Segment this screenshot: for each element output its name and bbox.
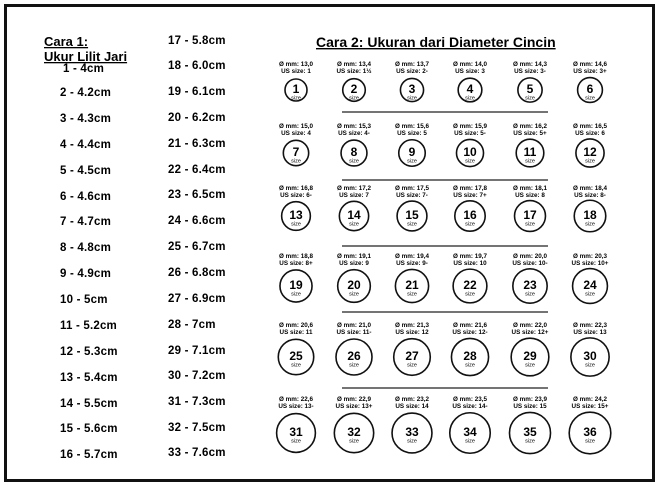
ring-size-word: size xyxy=(407,438,417,445)
circumference-item: 1 - 4cm xyxy=(63,63,105,75)
circumference-item: 32 - 7.5cm xyxy=(168,422,226,434)
ring-us-size-label: US size: 4 xyxy=(281,130,311,137)
ring-mm-label: Ø mm: 18,1 xyxy=(513,185,547,192)
ring-size-word: size xyxy=(291,438,301,445)
ring-mm-label: Ø mm: 19,1 xyxy=(337,253,371,260)
ring-us-size-label: US size: 9- xyxy=(396,260,428,267)
circumference-item: 15 - 5.6cm xyxy=(60,423,118,435)
circumference-item: 26 - 6.8cm xyxy=(168,267,226,279)
ring-mm-label: Ø mm: 20,3 xyxy=(573,253,607,260)
ring-size-word: size xyxy=(465,95,475,102)
ring-size-word: size xyxy=(525,291,535,298)
ring-size-32 xyxy=(334,396,373,453)
ring-mm-label: Ø mm: 21,6 xyxy=(453,322,487,329)
ring-mm-label: Ø mm: 23,9 xyxy=(513,396,547,403)
ring-size-word: size xyxy=(465,362,475,369)
ring-size-13 xyxy=(279,185,313,230)
ring-size-number: 12 xyxy=(583,145,597,159)
ring-mm-label: Ø mm: 20,0 xyxy=(513,253,547,260)
ring-us-size-label: US size: 5 xyxy=(397,130,427,137)
ring-us-size-label: US size: 3+ xyxy=(573,68,607,75)
ring-us-size-label: US size: 1 xyxy=(281,68,311,75)
ring-size-word: size xyxy=(291,95,301,102)
ring-size-34 xyxy=(450,396,490,453)
ring-size-number: 29 xyxy=(523,349,537,363)
ring-size-17 xyxy=(513,185,547,231)
ring-size-number: 19 xyxy=(289,278,303,292)
ring-size-word: size xyxy=(585,362,595,369)
ring-us-size-label: US size: 10+ xyxy=(571,260,609,267)
ring-us-size-label: US size: 12 xyxy=(395,329,429,336)
finger-circumference-column-2 xyxy=(168,35,226,459)
ring-size-33 xyxy=(392,396,432,453)
ring-mm-label: Ø mm: 17,2 xyxy=(337,185,371,192)
circumference-item: 17 - 5.8cm xyxy=(168,35,226,47)
ring-us-size-label: US size: 6 xyxy=(575,130,605,137)
ring-mm-label: Ø mm: 15,6 xyxy=(395,123,429,130)
circumference-item: 23 - 6.5cm xyxy=(168,189,226,201)
ring-us-size-label: US size: 13 xyxy=(573,329,607,336)
ring-size-number: 9 xyxy=(408,145,416,159)
ring-size-word: size xyxy=(465,221,475,228)
ring-size-number: 20 xyxy=(347,278,361,292)
ring-size-36 xyxy=(569,396,611,454)
ring-mm-label: Ø mm: 22,6 xyxy=(279,396,313,403)
ring-size-word: size xyxy=(585,438,595,445)
ring-mm-label: Ø mm: 21,3 xyxy=(395,322,429,329)
ring-size-word: size xyxy=(291,221,301,228)
ring-mm-label: Ø mm: 22,9 xyxy=(337,396,371,403)
circumference-item: 3 - 4.3cm xyxy=(60,113,112,125)
ring-size-number: 25 xyxy=(289,349,303,363)
circumference-item: 10 - 5cm xyxy=(60,294,108,306)
ring-us-size-label: US size: 7- xyxy=(396,192,428,199)
circumference-item: 9 - 4.9cm xyxy=(60,268,112,280)
ring-size-word: size xyxy=(525,438,535,445)
circumference-item: 7 - 4.7cm xyxy=(60,216,112,228)
ring-size-word: size xyxy=(349,438,359,445)
ring-us-size-label: US size: 12- xyxy=(452,329,488,336)
ring-size-word: size xyxy=(407,221,417,228)
ring-mm-label: Ø mm: 17,5 xyxy=(395,185,429,192)
ring-size-number: 35 xyxy=(523,425,537,439)
ring-mm-label: Ø mm: 22,0 xyxy=(513,322,547,329)
circumference-item: 8 - 4.8cm xyxy=(60,242,112,254)
ring-size-number: 26 xyxy=(347,349,361,363)
ring-mm-label: Ø mm: 16,5 xyxy=(573,123,607,130)
cara1-subtitle: Ukur Lilit Jari xyxy=(44,49,128,64)
ring-us-size-label: US size: 5- xyxy=(454,130,486,137)
ring-size-11 xyxy=(513,123,547,167)
ring-mm-label: Ø mm: 18,4 xyxy=(573,185,607,192)
ring-us-size-label: US size: 14- xyxy=(452,403,488,410)
ring-size-15 xyxy=(395,185,429,231)
ring-mm-label: Ø mm: 16,8 xyxy=(279,185,313,192)
ring-size-word: size xyxy=(465,158,475,165)
ring-size-19 xyxy=(279,253,313,302)
ring-mm-label: Ø mm: 15,0 xyxy=(279,123,313,130)
ring-size-number: 33 xyxy=(405,425,419,439)
ring-size-21 xyxy=(395,253,429,303)
circumference-item: 13 - 5.4cm xyxy=(60,372,118,384)
ring-size-number: 36 xyxy=(583,425,597,439)
ring-size-word: size xyxy=(525,362,535,369)
ring-size-10 xyxy=(453,123,487,167)
ring-size-word: size xyxy=(349,95,359,102)
ring-size-4 xyxy=(453,61,487,102)
ring-size-9 xyxy=(395,123,429,166)
circumference-item: 27 - 6.9cm xyxy=(168,293,226,305)
circumference-item: 6 - 4.6cm xyxy=(60,191,112,203)
ring-us-size-label: US size: 6- xyxy=(280,192,312,199)
circumference-item: 12 - 5.3cm xyxy=(60,346,118,358)
row-separators xyxy=(342,112,548,388)
ring-mm-label: Ø mm: 21,0 xyxy=(337,322,371,329)
ring-size-number: 7 xyxy=(292,145,300,159)
ring-size-word: size xyxy=(407,362,417,369)
ring-mm-label: Ø mm: 16,2 xyxy=(513,123,547,130)
ring-mm-label: Ø mm: 14,6 xyxy=(573,61,607,68)
ring-us-size-label: US size: 7 xyxy=(339,192,369,199)
ring-mm-label: Ø mm: 24,2 xyxy=(573,396,607,403)
ring-size-8 xyxy=(337,123,371,166)
ring-size-word: size xyxy=(465,438,475,445)
ring-size-number: 32 xyxy=(347,425,361,439)
ring-us-size-label: US size: 2- xyxy=(396,68,428,75)
ring-us-size-label: US size: 8- xyxy=(574,192,606,199)
ring-size-word: size xyxy=(525,95,535,102)
ring-us-size-label: US size: 4- xyxy=(338,130,370,137)
circumference-item: 29 - 7.1cm xyxy=(168,345,226,357)
ring-mm-label: Ø mm: 23,2 xyxy=(395,396,429,403)
ring-size-number: 15 xyxy=(405,208,419,222)
ring-us-size-label: US size: 15 xyxy=(513,403,547,410)
ring-size-6 xyxy=(573,61,607,102)
ring-us-size-label: US size: 10 xyxy=(453,260,487,267)
ring-size-number: 24 xyxy=(583,278,597,292)
ring-mm-label: Ø mm: 13,0 xyxy=(279,61,313,68)
ring-size-16 xyxy=(453,185,487,231)
ring-size-24 xyxy=(572,253,609,303)
ring-size-number: 5 xyxy=(526,82,534,96)
circumference-item: 5 - 4.5cm xyxy=(60,165,112,177)
ring-size-5 xyxy=(513,61,547,102)
circumference-item: 14 - 5.5cm xyxy=(60,398,118,410)
ring-size-word: size xyxy=(291,291,301,298)
ring-size-number: 8 xyxy=(350,145,358,159)
circumference-item: 24 - 6.6cm xyxy=(168,215,226,227)
ring-mm-label: Ø mm: 18,8 xyxy=(279,253,313,260)
ring-mm-label: Ø mm: 19,4 xyxy=(395,253,429,260)
ring-size-27 xyxy=(394,322,431,375)
ring-size-number: 11 xyxy=(523,145,537,159)
circumference-item: 33 - 7.6cm xyxy=(168,447,226,459)
ring-size-22 xyxy=(453,253,487,303)
ring-us-size-label: US size: 12+ xyxy=(511,329,549,336)
ring-size-20 xyxy=(337,253,371,302)
ring-size-number: 34 xyxy=(463,425,477,439)
circumference-item: 25 - 6.7cm xyxy=(168,241,226,253)
ring-size-number: 6 xyxy=(586,82,594,96)
ring-mm-label: Ø mm: 15,9 xyxy=(453,123,487,130)
ring-us-size-label: US size: 5+ xyxy=(513,130,547,137)
ring-size-word: size xyxy=(349,158,359,165)
ring-size-word: size xyxy=(465,291,475,298)
ring-size-number: 30 xyxy=(583,349,597,363)
ring-size-29 xyxy=(511,322,549,376)
ring-us-size-label: US size: 3 xyxy=(455,68,485,75)
circumference-item: 19 - 6.1cm xyxy=(168,86,226,98)
ring-us-size-label: US size: 13- xyxy=(278,403,314,410)
ring-size-2 xyxy=(337,61,372,102)
ring-size-number: 28 xyxy=(463,349,477,363)
ring-mm-label: Ø mm: 15,3 xyxy=(337,123,371,130)
ring-size-3 xyxy=(395,61,429,102)
cara2-title: Cara 2: Ukuran dari Diameter Cincin xyxy=(316,34,556,50)
ring-us-size-label: US size: 11 xyxy=(279,329,313,336)
ring-us-size-label: US size: 14 xyxy=(395,403,429,410)
ring-size-number: 18 xyxy=(583,208,597,222)
circumference-item: 18 - 6.0cm xyxy=(168,60,226,72)
ring-size-number: 21 xyxy=(405,278,419,292)
ring-us-size-label: US size: 1½ xyxy=(336,68,372,75)
ring-us-size-label: US size: 9 xyxy=(339,260,369,267)
ring-size-number: 31 xyxy=(289,425,303,439)
ring-us-size-label: US size: 8 xyxy=(515,192,545,199)
ring-us-size-label: US size: 10- xyxy=(512,260,548,267)
ring-size-word: size xyxy=(349,221,359,228)
ring-size-word: size xyxy=(525,221,535,228)
ring-size-number: 23 xyxy=(523,278,537,292)
circumference-item: 22 - 6.4cm xyxy=(168,164,226,176)
ring-mm-label: Ø mm: 22,3 xyxy=(573,322,607,329)
ring-us-size-label: US size: 11- xyxy=(336,329,372,336)
ring-size-23 xyxy=(512,253,547,303)
ring-size-number: 3 xyxy=(408,82,416,96)
circumference-item: 21 - 6.3cm xyxy=(168,138,226,150)
ring-size-number: 13 xyxy=(289,208,303,222)
ring-us-size-label: US size: 8+ xyxy=(279,260,313,267)
circumference-item: 20 - 6.2cm xyxy=(168,112,226,124)
ring-size-word: size xyxy=(585,221,595,228)
circumference-item: 31 - 7.3cm xyxy=(168,396,226,408)
ring-size-26 xyxy=(336,322,372,375)
ring-mm-label: Ø mm: 23,5 xyxy=(453,396,487,403)
ring-size-30 xyxy=(571,322,609,376)
ring-size-word: size xyxy=(585,158,595,165)
ring-size-18 xyxy=(573,185,607,232)
cara1-title: Cara 1: xyxy=(44,34,89,49)
circumference-item: 16 - 5.7cm xyxy=(60,449,118,461)
circumference-item: 2 - 4.2cm xyxy=(60,87,112,99)
ring-size-number: 17 xyxy=(523,208,537,222)
circumference-item: 11 - 5.2cm xyxy=(60,320,117,332)
ring-mm-label: Ø mm: 13,7 xyxy=(395,61,429,68)
ring-size-word: size xyxy=(525,158,535,165)
ring-size-number: 22 xyxy=(463,278,477,292)
ring-mm-label: Ø mm: 13,4 xyxy=(337,61,371,68)
ring-mm-label: Ø mm: 14,3 xyxy=(513,61,547,68)
ring-size-7 xyxy=(279,123,313,166)
ring-mm-label: Ø mm: 20,6 xyxy=(279,322,313,329)
ring-size-word: size xyxy=(291,362,301,369)
ring-size-28 xyxy=(451,322,488,376)
ring-size-14 xyxy=(337,185,371,231)
ring-size-number: 27 xyxy=(405,349,419,363)
ring-size-number: 14 xyxy=(347,208,361,222)
ring-size-word: size xyxy=(349,362,359,369)
ring-size-35 xyxy=(509,396,550,454)
ring-us-size-label: US size: 3- xyxy=(514,68,546,75)
ring-size-word: size xyxy=(407,158,417,165)
ring-mm-label: Ø mm: 17,8 xyxy=(453,185,487,192)
ring-mm-label: Ø mm: 19,7 xyxy=(453,253,487,260)
ring-size-word: size xyxy=(407,291,417,298)
ring-size-word: size xyxy=(291,158,301,165)
ring-size-12 xyxy=(573,123,607,167)
ring-size-number: 10 xyxy=(463,145,477,159)
ring-size-word: size xyxy=(349,291,359,298)
finger-circumference-column-1 xyxy=(60,63,118,461)
ring-size-number: 2 xyxy=(350,82,358,96)
ring-size-number: 16 xyxy=(463,208,477,222)
ring-size-31 xyxy=(277,396,316,452)
ring-us-size-label: US size: 15+ xyxy=(571,403,609,410)
ring-size-1 xyxy=(279,61,313,102)
ring-size-number: 1 xyxy=(292,82,300,96)
ring-diameter-grid xyxy=(277,61,611,454)
circumference-item: 4 - 4.4cm xyxy=(60,139,112,151)
circumference-item: 28 - 7cm xyxy=(168,319,216,331)
ring-size-word: size xyxy=(585,291,595,298)
ring-mm-label: Ø mm: 14,0 xyxy=(453,61,487,68)
ring-us-size-label: US size: 7+ xyxy=(453,192,487,199)
ring-size-number: 4 xyxy=(466,82,474,96)
ring-size-word: size xyxy=(585,95,595,102)
ring-us-size-label: US size: 13+ xyxy=(335,403,373,410)
circumference-item: 30 - 7.2cm xyxy=(168,370,226,382)
ring-size-word: size xyxy=(407,95,417,102)
ring-size-25 xyxy=(278,322,313,375)
